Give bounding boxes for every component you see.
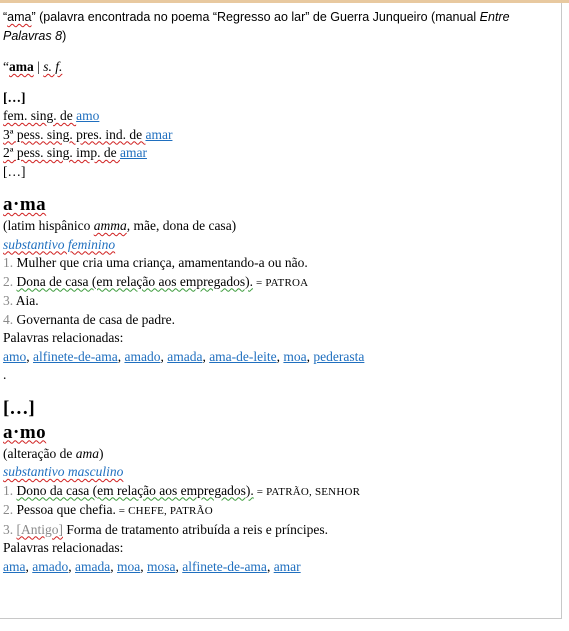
sense-synonym: = CHEFE, PATRÃO <box>115 505 213 517</box>
sense <box>3 254 558 273</box>
related-links: ama, amado, amada, moa, mosa, alfinete-de-ama, amar <box>3 558 301 574</box>
etymology <box>3 217 558 236</box>
inflection-forms <box>3 89 558 182</box>
intro-quote-open: “ <box>3 10 8 24</box>
related-link[interactable]: ama-de-leite <box>209 348 277 364</box>
entry-bracket: […] <box>3 397 35 419</box>
sense-number: 1. <box>3 255 17 270</box>
forms-ellipsis-start: […] <box>3 89 26 105</box>
related-label: Palavras relacionadas: <box>3 540 124 555</box>
related-link[interactable]: ama <box>3 558 26 574</box>
sense-text: Pessoa que chefia. <box>16 502 116 517</box>
intro-word: ama <box>7 10 32 24</box>
intro-close-paren: ) <box>62 29 67 43</box>
etymology-text: (latim hispânico <box>3 218 94 233</box>
trailing-period: . <box>3 367 7 382</box>
etymology-text-end: ) <box>98 445 104 461</box>
sense-synonym: = PATROA <box>253 276 309 289</box>
sense <box>3 311 558 330</box>
related-link[interactable]: amo <box>3 348 27 364</box>
forms-ellipsis-end: […] <box>3 163 26 179</box>
form-row <box>3 144 558 163</box>
sense-number: 3. <box>3 521 17 537</box>
page-right-edge <box>561 3 562 618</box>
sense <box>3 482 558 502</box>
pos-label: substantivo feminino <box>3 236 116 252</box>
related-link[interactable]: alfinete-de-ama <box>33 348 118 364</box>
sense-number: 1. <box>3 482 17 498</box>
related-link[interactable]: amado <box>32 558 69 574</box>
sense <box>3 273 558 293</box>
window-top-border <box>0 0 569 3</box>
sense-number: 2. <box>3 502 17 517</box>
part-of-speech <box>3 463 558 482</box>
sense-text: Forma de tratamento atribuída a reis e príncipes. <box>63 521 329 537</box>
form-label: fem. sing. de <box>3 108 77 123</box>
sense-number: 2. <box>3 273 17 289</box>
sense-number: 3. <box>3 293 16 308</box>
related-link[interactable]: pederasta <box>313 348 365 364</box>
etymology <box>3 445 558 464</box>
related-link[interactable]: mosa <box>146 558 176 574</box>
pos-label: substantivo masculino <box>3 464 124 479</box>
related-links: amo, alfinete-de-ama, amado, amada, ama-de-leite, moa, pederasta <box>3 348 365 364</box>
intro-quote-close: ” <box>31 10 36 24</box>
entry-quote-open: “ <box>3 59 9 74</box>
etymology-text-end: , mãe, dona de casa) <box>126 218 237 233</box>
entry-quote-line <box>3 58 558 77</box>
sense <box>3 501 558 521</box>
sense-text: Aia. <box>15 293 39 308</box>
entry-quote-class: s. f. <box>43 59 63 74</box>
entry-quote-separator: | <box>33 59 44 74</box>
sense-text: Governanta de casa de padre. <box>16 311 176 327</box>
form-label: 3ª pess. sing. pres. ind. de <box>3 126 146 142</box>
related-link[interactable]: amada <box>75 558 111 574</box>
sense-number: 4. <box>3 311 17 327</box>
form-link[interactable]: amar <box>119 145 147 160</box>
sense-tag: [Antigo] <box>16 521 63 537</box>
related-link[interactable]: amado <box>124 348 161 364</box>
entry-ama <box>3 193 558 385</box>
intro-manual-name: Entre <box>479 10 510 24</box>
form-row <box>3 126 558 145</box>
entry-quote-word: ama <box>9 59 34 74</box>
sense <box>3 292 558 311</box>
sense-text: Dono da casa (em relação aos empregados). <box>16 482 254 498</box>
sense-text: Mulher que cria uma criança, amamentando-a ou não. <box>16 255 308 270</box>
entry-amo <box>3 397 558 577</box>
sense-synonym: = PATRÃO, SENHOR <box>253 485 361 498</box>
sense <box>3 521 558 540</box>
related-link[interactable]: amada <box>167 348 203 364</box>
etymology-word: amma <box>93 218 127 233</box>
form-link[interactable]: amo <box>76 108 100 123</box>
etymology-word: ama <box>75 445 99 461</box>
headword: a·ma <box>3 194 47 215</box>
intro-manual-name-2: Palavras 8 <box>3 29 63 43</box>
form-row <box>3 107 558 126</box>
intro-text: (palavra encontrada no poema “Regresso ao lar” de Guerra Junqueiro (manual <box>35 10 480 24</box>
headword: a·mo <box>3 421 47 443</box>
form-label: 2ª pess. sing. imp. de <box>3 145 120 160</box>
document-page <box>3 8 558 576</box>
etymology-text: (alteração de <box>3 445 76 461</box>
part-of-speech <box>3 236 558 255</box>
sense-text: Dona de casa (em relação aos empregados). <box>16 273 254 289</box>
related-link[interactable]: alfinete-de-ama <box>182 558 267 574</box>
intro-paragraph <box>3 8 558 46</box>
related-link[interactable]: moa <box>116 558 141 574</box>
page-bottom-edge <box>0 618 562 619</box>
related-label: Palavras relacionadas: <box>3 330 124 345</box>
form-link[interactable]: amar <box>145 126 173 142</box>
related-link[interactable]: moa <box>283 348 307 364</box>
related-link[interactable]: amar <box>273 558 301 574</box>
